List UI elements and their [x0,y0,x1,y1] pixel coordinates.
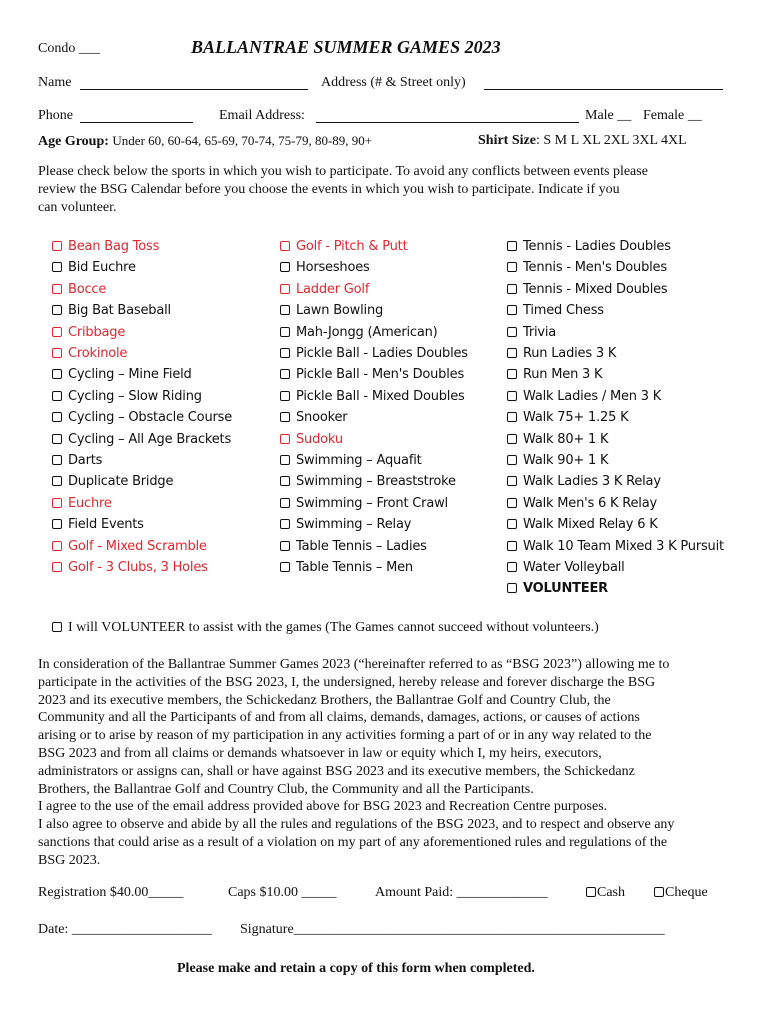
sport-label: Walk Men's 6 K Relay [523,495,657,511]
age-group-options[interactable]: Under 60, 60-64, 65-69, 70-74, 75-79, 80-89, 90+ [112,133,373,148]
sport-option[interactable] [507,367,602,382]
sport-label: Big Bat Baseball [68,303,171,319]
phone-field[interactable] [80,110,193,123]
address-label: Address (# & Street only) [321,75,466,90]
sport-label: Duplicate Bridge [68,474,174,490]
sport-label: Swimming – Aquafit [296,453,422,468]
signature-field[interactable]: Signature_____________________________________________________ [240,922,665,937]
checkbox-icon[interactable] [280,262,290,272]
sport-label: Run Ladies 3 K [523,346,617,361]
checkbox-icon[interactable] [52,262,62,272]
checkbox-icon[interactable] [507,305,517,315]
cheque-label: Cheque [665,885,708,900]
sport-label: Tennis - Ladies Doubles [523,239,671,254]
sport-label: Golf - Mixed Scramble [68,538,207,554]
sport-label: Lawn Bowling [296,303,384,319]
cash-label: Cash [597,885,625,900]
sport-label: Bid Euchre [68,260,136,276]
checkbox-icon[interactable] [654,887,664,897]
sport-option[interactable] [507,432,608,447]
sport-option[interactable] [507,325,556,340]
sport-label: Cycling – Mine Field [68,367,192,383]
sport-option[interactable] [52,260,136,275]
sport-option[interactable] [52,432,231,447]
sport-label: Golf - 3 Clubs, 3 Holes [68,560,208,575]
checkbox-icon[interactable] [52,241,62,251]
sport-label: Cribbage [68,324,126,340]
sport-option[interactable] [507,346,616,361]
date-field[interactable]: Date: ____________________ [38,922,212,937]
condo-field[interactable]: Condo ___ [38,41,100,56]
sport-option[interactable] [52,410,232,425]
checkbox-icon[interactable] [507,284,517,294]
shirt-size-options[interactable]: : S M L XL 2XL 3XL 4XL [535,133,687,148]
sport-option[interactable] [507,282,668,297]
sport-label: Pickle Ball - Mixed Doubles [296,388,465,404]
male-option[interactable]: Male __ [585,108,632,123]
checkbox-icon[interactable] [280,391,290,401]
checkbox-icon[interactable] [507,391,517,401]
sport-label: Walk Ladies / Men 3 K [523,388,662,404]
sport-option[interactable] [507,517,658,532]
waiver-line: administrators or assigns can, shall or have against BSG 2023 and its executive members, the Schickedanz [38,763,635,779]
sport-option[interactable] [507,453,608,468]
waiver-paragraph [38,656,738,870]
checkbox-icon[interactable] [507,583,517,593]
waiver-line: I also agree to observe and abide by all the rules and regulations of the BSG 2023, and to respect and observe any [38,817,675,833]
sport-option[interactable] [280,282,369,297]
sport-option[interactable] [507,410,628,425]
sport-label: Bocce [68,281,107,297]
sport-option[interactable] [280,410,347,425]
sport-option[interactable] [52,303,171,318]
checkbox-icon[interactable] [280,498,290,508]
checkbox-icon[interactable] [507,241,517,251]
waiver-line: 2023 and its executive members, the Schickedanz Brothers, the Ballantrae Golf and Country Club, the [38,692,611,708]
sport-label: Walk Mixed Relay 6 K [523,517,658,533]
waiver-line: arising or to arise by reason of my participation in any activities forming a part of or in any way related to the [38,728,652,744]
sport-label: Golf - Pitch & Putt [296,239,408,254]
sport-option[interactable] [280,496,448,511]
phone-label: Phone [38,108,73,123]
sport-option[interactable] [52,389,202,404]
sport-label: Ladder Golf [296,281,370,297]
checkbox-icon[interactable] [507,369,517,379]
checkbox-icon[interactable] [507,562,517,572]
sport-label: Snooker [296,410,348,426]
sport-option[interactable] [507,539,724,554]
shirt-size-row [478,133,687,149]
checkbox-icon[interactable] [52,434,62,444]
checkbox-icon[interactable] [507,519,517,529]
sport-option[interactable] [52,517,144,532]
checkbox-icon[interactable] [507,476,517,486]
footer-note: Please make and retain a copy of this form when completed. [177,961,535,976]
sport-option[interactable] [280,239,407,254]
waiver-line: Brothers, the Ballantrae Golf and Country Club, the Community and all the Participants. [38,781,534,797]
sport-label: Swimming – Front Crawl [296,495,448,511]
waiver-line: BSG 2023 and from all claims or demands whatsoever in law or equity which I, my heirs, executors, [38,745,602,761]
name-field[interactable] [80,77,308,90]
shirt-size-label: Shirt Size [478,133,536,148]
sport-label: Cycling – Slow Riding [68,388,202,404]
checkbox-icon[interactable] [52,284,62,294]
sport-option[interactable] [52,539,207,554]
checkbox-icon[interactable] [507,262,517,272]
email-field[interactable] [316,110,579,123]
checkbox-icon[interactable] [280,519,290,529]
sport-label: VOLUNTEER [523,581,608,597]
email-label: Email Address: [219,108,305,123]
sport-label: Bean Bag Toss [68,239,160,254]
age-group-label: Age Group: [38,134,109,149]
sport-option[interactable] [280,453,422,468]
waiver-line: Community and all the Participants of and from all claims, demands, damages, actions, or causes of actions [38,710,640,726]
sport-label: Crokinole [68,346,128,361]
checkbox-icon[interactable] [52,476,62,486]
address-field[interactable] [484,77,723,90]
sport-label: Euchre [68,495,112,511]
sport-label: Trivia [523,324,557,340]
sport-option[interactable] [507,581,608,596]
sport-option[interactable] [52,367,192,382]
checkbox-icon[interactable] [507,455,517,465]
sport-option[interactable] [507,389,661,404]
sport-option[interactable] [280,367,464,382]
checkbox-icon[interactable] [280,241,290,251]
checkbox-icon[interactable] [52,348,62,358]
checkbox-icon[interactable] [52,327,62,337]
amount-paid-field[interactable]: Amount Paid: _____________ [375,885,548,900]
sport-option[interactable] [280,346,468,361]
checkbox-icon[interactable] [52,369,62,379]
caps-fee[interactable]: Caps $10.00 _____ [228,885,337,900]
sport-option[interactable] [507,260,667,275]
waiver-line: sanctions that could arise as a result of a violation on my part of any aforementioned rules and regulations of the [38,834,668,850]
sport-option[interactable] [280,325,438,340]
sport-label: Table Tennis – Ladies [296,538,427,554]
checkbox-icon[interactable] [507,541,517,551]
checkbox-icon[interactable] [52,622,62,632]
sport-label: Pickle Ball - Ladies Doubles [296,346,468,361]
sport-label: Timed Chess [523,303,604,319]
intro-line-3: can volunteer. [38,200,117,215]
checkbox-icon[interactable] [52,305,62,315]
cash-option[interactable] [586,885,625,901]
registration-fee[interactable]: Registration $40.00_____ [38,885,184,900]
sport-option[interactable] [52,560,208,575]
sport-option[interactable] [280,389,465,404]
checkbox-icon[interactable] [52,519,62,529]
checkbox-icon[interactable] [280,327,290,337]
checkbox-icon[interactable] [280,476,290,486]
checkbox-icon[interactable] [52,541,62,551]
sport-option[interactable] [280,560,413,575]
checkbox-icon[interactable] [507,327,517,337]
sport-option[interactable] [52,325,125,340]
sport-option[interactable] [507,474,661,489]
checkbox-icon[interactable] [52,498,62,508]
sport-label: Walk 75+ 1.25 K [523,410,629,426]
checkbox-icon[interactable] [280,369,290,379]
sport-label: Field Events [68,517,144,533]
name-label: Name [38,75,72,90]
checkbox-icon[interactable] [280,305,290,315]
age-group-row [38,133,372,150]
volunteer-statement: I will VOLUNTEER to assist with the games (The Games cannot succeed without volunteers.) [68,620,599,635]
sport-option[interactable] [507,239,671,254]
checkbox-icon[interactable] [280,348,290,358]
cheque-option[interactable] [654,885,708,901]
sport-option[interactable] [280,303,383,318]
sport-label: Cycling – Obstacle Course [68,410,232,426]
checkbox-icon[interactable] [507,348,517,358]
sport-label: Tennis - Mixed Doubles [523,281,668,297]
sport-label: Sudoku [296,431,343,447]
sport-label: Water Volleyball [523,560,625,575]
sport-label: Run Men 3 K [523,367,603,383]
sport-option[interactable] [52,474,173,489]
sport-option[interactable] [52,282,106,297]
sport-option[interactable] [280,260,370,275]
sport-label: Swimming – Breaststroke [296,474,456,490]
sport-option[interactable] [280,539,427,554]
sport-option[interactable] [52,496,112,511]
sport-label: Pickle Ball - Men's Doubles [296,367,465,383]
sport-label: Tennis - Men's Doubles [523,260,667,276]
sport-label: Darts [68,453,103,468]
page-title: BALLANTRAE SUMMER GAMES 2023 [191,37,501,57]
checkbox-icon[interactable] [280,284,290,294]
sport-label: Table Tennis – Men [296,560,413,575]
waiver-line: participate in the activities of the BSG 2023, I, the undersigned, hereby release and forever discharge the BSG [38,674,656,690]
sport-option[interactable] [52,453,102,468]
sport-option[interactable] [280,432,343,447]
checkbox-icon[interactable] [52,562,62,572]
checkbox-icon[interactable] [507,412,517,422]
sport-label: Mah-Jongg (American) [296,324,438,340]
intro-line-2: review the BSG Calendar before you choose the events in which you wish to participate. Indicate if you [38,182,620,197]
checkbox-icon[interactable] [586,887,596,897]
sport-option[interactable] [52,346,127,361]
waiver-line: BSG 2023. [38,852,101,868]
sport-label: Walk 80+ 1 K [523,431,609,447]
sport-option[interactable] [280,517,411,532]
female-option[interactable]: Female __ [643,108,702,123]
sport-label: Walk Ladies 3 K Relay [523,474,661,490]
sport-option[interactable] [507,496,657,511]
checkbox-icon[interactable] [280,412,290,422]
sport-label: Walk 90+ 1 K [523,453,609,468]
checkbox-icon[interactable] [52,391,62,401]
waiver-line: In consideration of the Ballantrae Summer Games 2023 (“hereinafter referred to as “BSG 2023”) allowing me to [38,657,670,672]
sport-label: Cycling – All Age Brackets [68,431,232,447]
checkbox-icon[interactable] [507,498,517,508]
checkbox-icon[interactable] [280,434,290,444]
checkbox-icon[interactable] [52,412,62,422]
volunteer-checkbox-row[interactable] [52,620,599,636]
waiver-line: I agree to the use of the email address provided above for BSG 2023 and Recreation Centre purposes. [38,799,608,815]
checkbox-icon[interactable] [280,455,290,465]
checkbox-icon[interactable] [280,541,290,551]
checkbox-icon[interactable] [280,562,290,572]
sport-label: Horseshoes [296,260,370,276]
sport-option[interactable] [280,474,456,489]
checkbox-icon[interactable] [507,434,517,444]
sport-option[interactable] [52,239,159,254]
sport-label: Swimming – Relay [296,517,412,533]
sport-option[interactable] [507,560,625,575]
intro-line-1: Please check below the sports in which you wish to participate. To avoid any conflicts between events please [38,164,648,179]
checkbox-icon[interactable] [52,455,62,465]
sport-label: Walk 10 Team Mixed 3 K Pursuit [523,538,724,554]
sport-option[interactable] [507,303,604,318]
